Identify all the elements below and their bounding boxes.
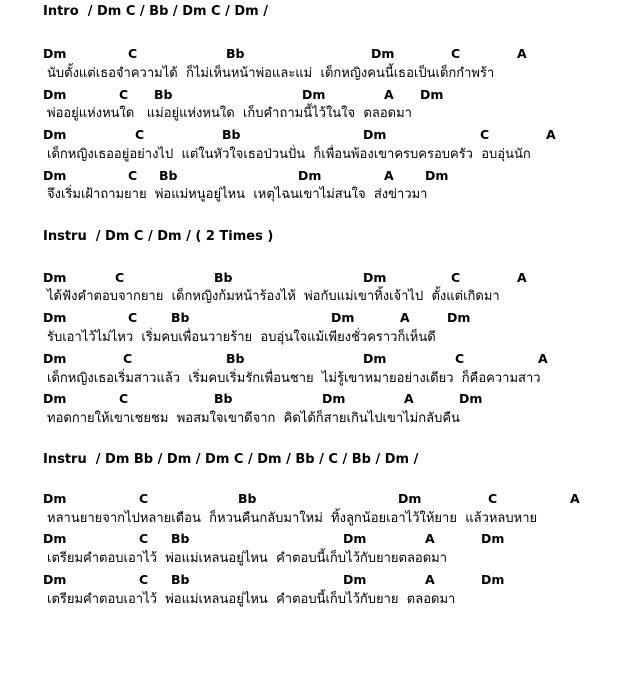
lyric-line: เด็กหญิงเธอเริ่มสาวแล้ว เริ่มคบเริ่มรักเพื่อนชาย ไม่รู้เขาหมายอย่างเดียว ก็คือความสาว: [47, 371, 541, 386]
chord: C: [115, 270, 125, 285]
chord: Dm: [43, 310, 67, 325]
chord: C: [139, 491, 149, 506]
chord-line: [0, 531, 620, 547]
instrumental-line: Instru / Dm Bb / Dm / Dm C / Dm / Bb / C / Bb / Dm /: [43, 452, 419, 467]
chord: Dm: [302, 87, 326, 102]
chord: Dm: [43, 491, 67, 506]
chord: Dm: [459, 391, 483, 406]
chord: A: [425, 572, 435, 587]
chord-line: [0, 391, 620, 407]
chord: C: [119, 391, 129, 406]
chord: Dm: [371, 46, 395, 61]
chord: Bb: [159, 168, 178, 183]
chord: A: [546, 127, 556, 142]
chord: Dm: [425, 168, 449, 183]
lyric-line: จึงเริ่มเฝ้าถามยาย พ่อแม่หนูอยู่ไหน เหตุไฉนเขาไม่สนใจ ส่งข่าวมา: [47, 187, 428, 202]
chord: Dm: [43, 351, 67, 366]
chord: Bb: [171, 572, 190, 587]
chord: Bb: [226, 351, 245, 366]
chord: Bb: [171, 310, 190, 325]
chord: Dm: [43, 46, 67, 61]
chord: A: [384, 168, 394, 183]
chord: Bb: [226, 46, 245, 61]
chord: Dm: [343, 531, 367, 546]
chord: A: [517, 270, 527, 285]
chord: Dm: [43, 87, 67, 102]
chord: Dm: [43, 127, 67, 142]
chord-line: [0, 491, 620, 507]
chord: Dm: [322, 391, 346, 406]
chord-line: [0, 270, 620, 286]
chord: C: [455, 351, 465, 366]
chord: Bb: [171, 531, 190, 546]
chord-line: [0, 127, 620, 143]
chord: A: [384, 87, 394, 102]
instrumental-line: Instru / Dm C / Dm / ( 2 Times ): [43, 229, 274, 244]
chord: Bb: [238, 491, 257, 506]
chord: A: [538, 351, 548, 366]
chord: A: [517, 46, 527, 61]
chord: C: [451, 270, 461, 285]
lyric-line: เตรียมคำตอบเอาไว้ พ่อแม่เหลนอยู่ไหน คำตอบนี้เก็บไว้กับยาย ตลอดมา: [47, 592, 456, 607]
chord-line: [0, 46, 620, 62]
chord: C: [451, 46, 461, 61]
intro-line: Intro / Dm C / Bb / Dm C / Dm /: [43, 4, 269, 19]
chord-line: [0, 310, 620, 326]
lyric-line: นับตั้งแต่เธอจำความได้ ก็ไม่เห็นหน้าพ่อและแม่ เด็กหญิงคนนี้เธอเป็นเด็กกำพร้า: [47, 66, 495, 81]
chord: A: [404, 391, 414, 406]
chord: Dm: [481, 531, 505, 546]
chord: C: [128, 310, 138, 325]
lyric-line: เตรียมคำตอบเอาไว้ พ่อแม่เหลนอยู่ไหน คำตอบนี้เก็บไว้กับยายตลอดมา: [47, 551, 448, 566]
chord-line: [0, 572, 620, 588]
chord: C: [128, 46, 138, 61]
chord: C: [123, 351, 133, 366]
chord: Dm: [331, 310, 355, 325]
chord: Dm: [363, 351, 387, 366]
chord: Dm: [298, 168, 322, 183]
chord: Dm: [363, 127, 387, 142]
chord: Dm: [481, 572, 505, 587]
chord: Dm: [343, 572, 367, 587]
lyric-line: รับเอาไว้ไม่ไหว เริ่มคบเพื่อนวายร้าย อบอุ่นใจแม้เพียงชั่วคราวก็เห็นดี: [47, 330, 436, 345]
chord: C: [139, 531, 149, 546]
lyric-line: ได้ฟังคำตอบจากยาย เด็กหญิงก้มหน้าร้องไห้ พ่อกับแม่เขาทิ้งเจ้าไป ตั้งแต่เกิดมา: [47, 289, 500, 304]
lyric-line: หลานยายจากไปหลายเดือน ก็หวนคืนกลับมาใหม่ ทิ้งลูกน้อยเอาไว้ให้ยาย แล้วหลบหาย: [47, 511, 538, 526]
chord: Dm: [43, 168, 67, 183]
chord: Dm: [420, 87, 444, 102]
chord: A: [425, 531, 435, 546]
chord: Dm: [398, 491, 422, 506]
chord-line: [0, 168, 620, 184]
chord: Dm: [43, 531, 67, 546]
chord: Bb: [214, 391, 233, 406]
lyric-line: พ่ออยู่แห่งหนใด แม่อยู่แห่งหนใด เก็บคำถามนี้ไว้ในใจ ตลอดมา: [47, 106, 412, 121]
chord: Dm: [43, 572, 67, 587]
chord: A: [570, 491, 580, 506]
lyric-line: ทอดกายให้เขาเชยชม พอสมใจเขาดีจาก คิดได้ก็สายเกินไปเขาไม่กลับคืน: [47, 411, 460, 426]
chord: Dm: [43, 270, 67, 285]
chord: C: [488, 491, 498, 506]
chord: Dm: [363, 270, 387, 285]
chord-line: [0, 87, 620, 103]
chord: A: [400, 310, 410, 325]
chord: Bb: [154, 87, 173, 102]
chord: C: [139, 572, 149, 587]
chord: C: [119, 87, 129, 102]
chord: Bb: [214, 270, 233, 285]
chord: C: [135, 127, 145, 142]
chord: C: [480, 127, 490, 142]
lyric-line: เด็กหญิงเธออยู่อย่างไป แต่ในหัวใจเธอป่วนปั่น ก็เพื่อนพ้องเขาครบครอบครัว อบอุ่นนัก: [47, 147, 531, 162]
chord-line: [0, 351, 620, 367]
chord: Bb: [222, 127, 241, 142]
chord: Dm: [447, 310, 471, 325]
chord: C: [128, 168, 138, 183]
chord: Dm: [43, 391, 67, 406]
